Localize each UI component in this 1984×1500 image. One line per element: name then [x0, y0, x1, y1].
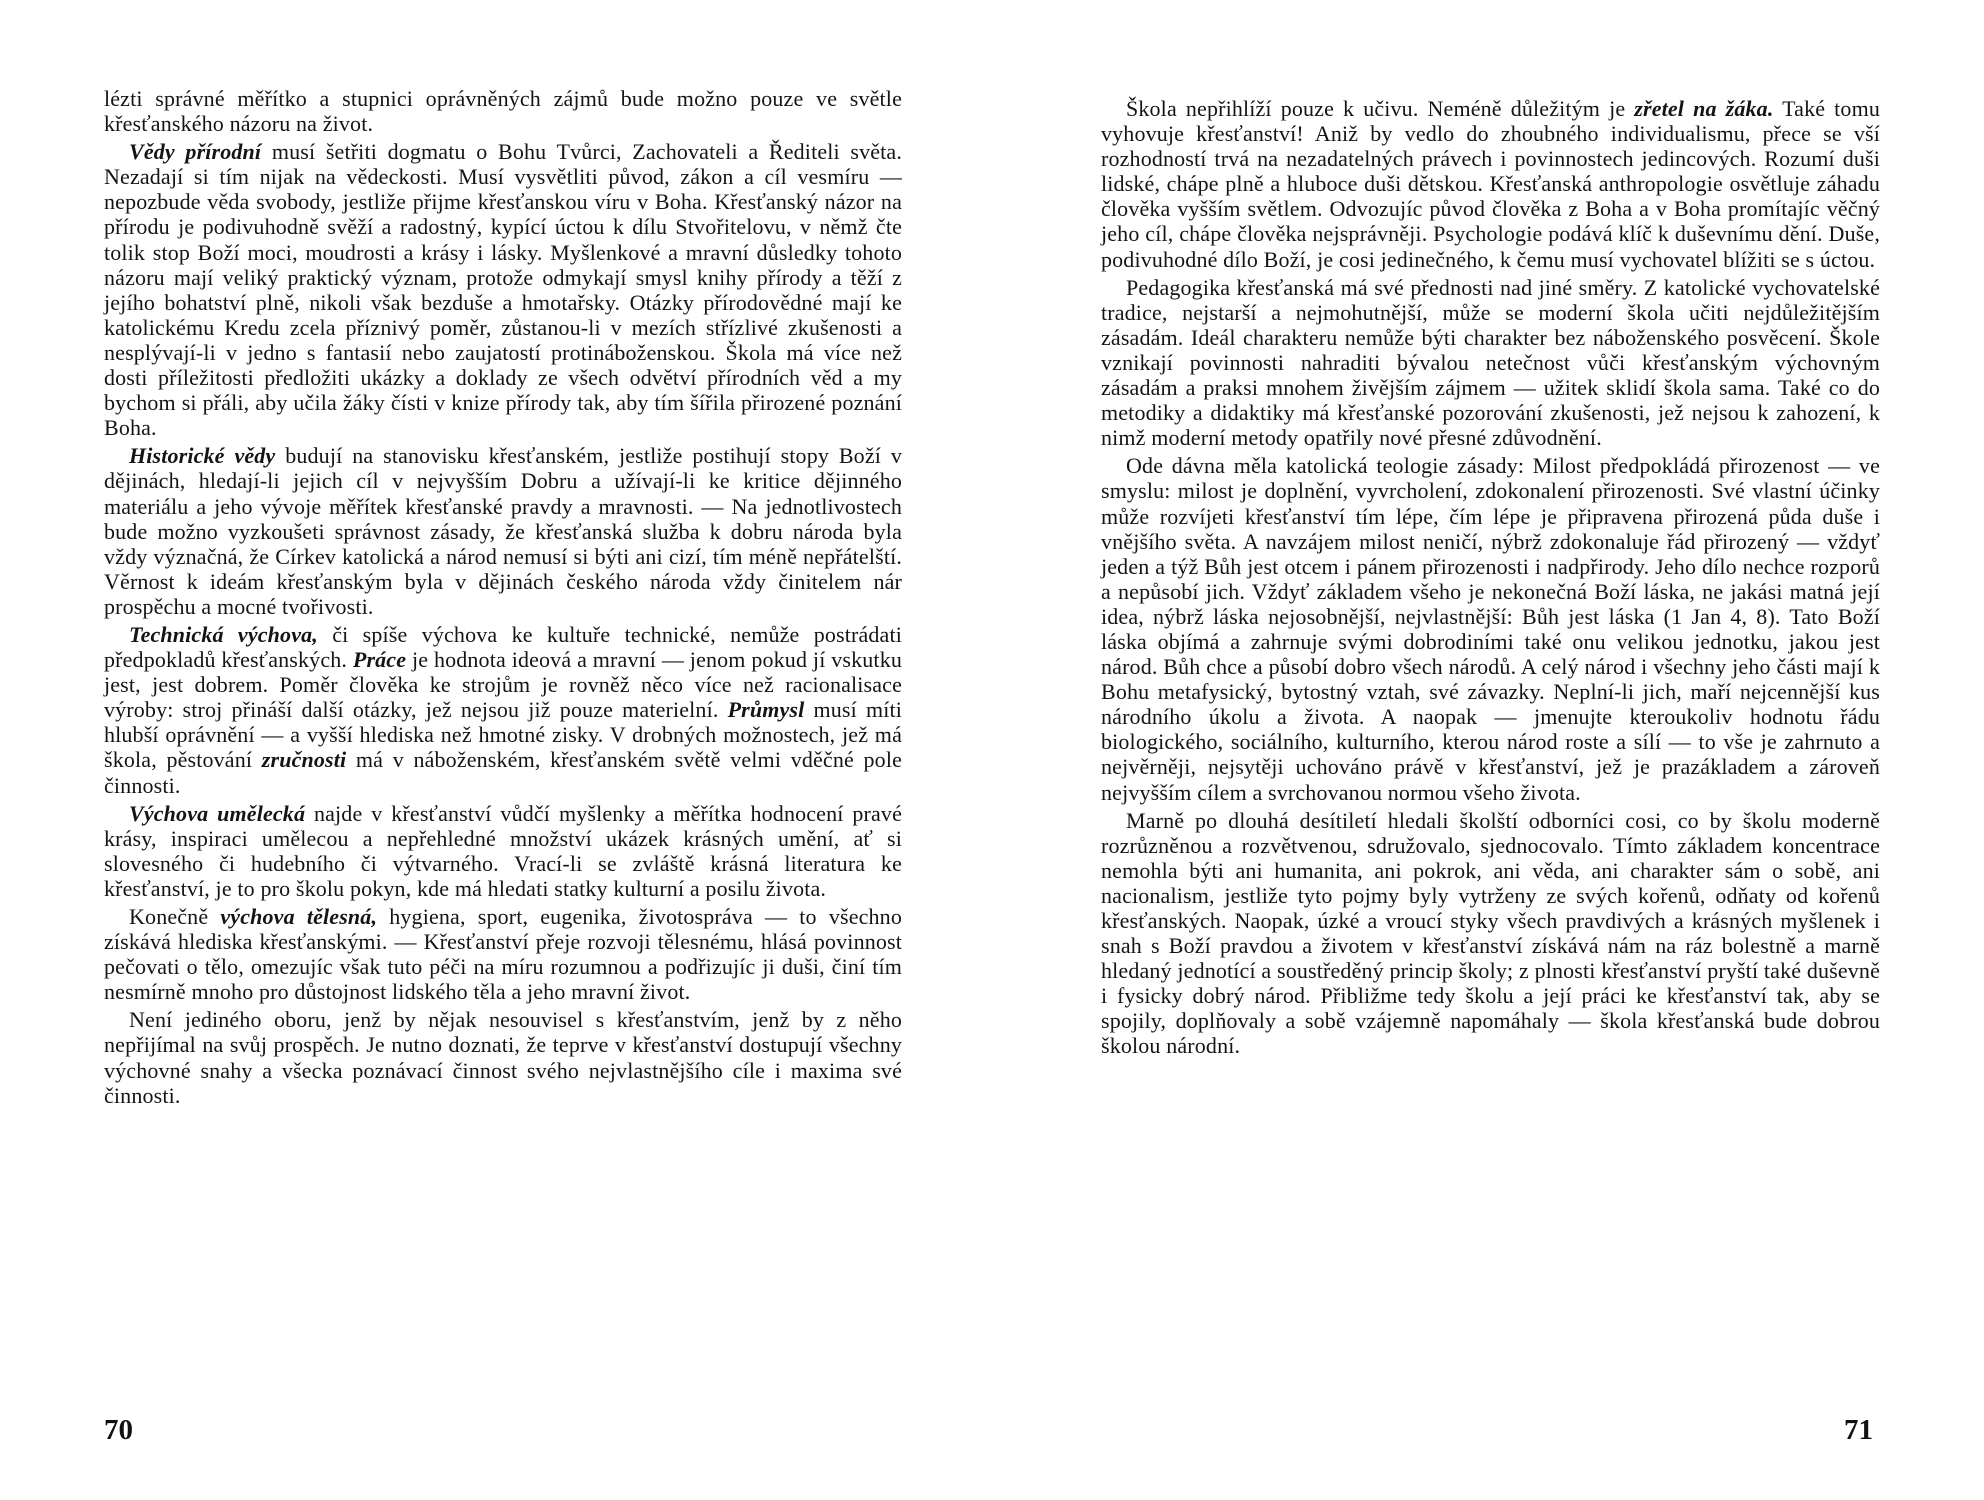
italic-term: výchova tělesná, [220, 904, 378, 929]
text-run: či spíše výchova ke kultuře technické, nemůže postrádati předpokladů křesťanských. [104, 621, 903, 673]
text-run: Konečně [129, 904, 221, 929]
paragraph [104, 1007, 902, 1107]
text-run: musí šetřiti dogmatu o Bohu Tvůrci, Zachovateli a Řediteli světa. Nezadají si tím nijak na vědeckosti. Musí vysvětliti původ, zákon a cíl vesmíru — nepozbude věda svobody, jestliže přijme křesťanskou víru v Boha. Křesťanský názor na přírodu je podivuhodně svěží a radostný, kypící úctou k dílu Stvořitelovu, v němž čte tolik stop Boží moci, moudrosti a krásy i lásky. Myšlenkové a mravní důsledky tohoto názoru mají veliký praktický význam, protože odmykají smysl knihy přírody a těží z jejího bohatství plně, nikoli však bezduše a hmotařsky. Otázky přírodovědné mají ke katolickému Kredu zcela příznivý poměr, zůstanou-li v mezích střízlivé zkušenosti a nesplývají-li v jedno s fantasií nebo zaujatostí protináboženskou. Škola má více než dosti příležitosti předložiti ukázky a doklady ze všech odvětví přírodních věd a my bychom si přáli, aby učila žáky čísti v knize přírody tak, aby tím šířila přirozené poznání Boha. [104, 139, 902, 441]
italic-term: Výchova umělecká [129, 800, 306, 826]
paragraph [104, 904, 902, 1004]
paragraph [1101, 96, 1880, 272]
text-run: musí míti hlubší oprávnění — a vyšší hlediska než hmotné zisky. V drobných možnostech, jež má škola, pěstování [104, 697, 902, 773]
text-run: má v náboženském, křesťanském světě velmi vděčné pole činnosti. [104, 747, 902, 798]
text-run: Pedagogika křesťanská má své přednosti nad jiné směry. Z katolické vychovatelské tradice, nejstarší a nejmohutnější, může se moderní škola učiti nejdůležitějším zásadám. Ideál charakteru nemůže býti charakter bez náboženského posvěcení. Škole vznikají povinnosti nahraditi bývalou netečnost vůči křesťanským výchovným zásadám a praksi mnohem živějším zájmem — užitek sklidí škola sama. Také co do metodiky a didaktiky má křesťanské pozorování zkušenosti, jež nejsou k zahození, k nimž moderní metody opatřily nové přesné zdůvodnění. [1101, 274, 1880, 451]
text-run: Marně po dlouhá desítiletí hledali školští odborníci cosi, co by školu moderně rozrůzněnou a rozvětvenou, sdružovalo, sjednocovalo. Tímto základem koncentrace nemohla býti ani humanita, ani pokrok, ani věda, ani charakter sám o sobě, ani nacionalism, jestliže tyto pojmy byly vytrženy ze svých kořenů, odňaty od kořenů křesťanských. Naopak, úzké a vroucí styky všech pravdivých a krásných myšlenek i snah s Boží pravdou a životem v křesťanství získává nám na ráz bolestně a marně hledaný jednotící a soustředěný princip školy; z plnosti křesťanství pryští také duševně i fysicky dobrý národ. Přibližme tedy školu a její práci ke křesťanství tak, aby se spojily, doplňovaly a sobě vzájemně napomáhaly — škola křesťanská bude dobrou školou národní. [1101, 807, 1880, 1059]
right-page [992, 0, 1984, 1500]
text-run: je hodnota ideová a mravní — jenom pokud jí vskutku jest, jest dobrem. Poměr člověka ke strojům je rovněž něco více než racionalisace výroby: stroj přináší další otázky, jež nejsou již pouze materielní. [104, 647, 902, 723]
text-run: najde v křesťanství vůdčí myšlenky a měřítka hodnocení pravé krásy, inspiraci umělecou a nepřehledné množství ukázek krásných umění, ať si slovesného či hudebního či výtvarného. Vrací-li se zvláště krásná literatura ke křesťanství, je to pro školu pokyn, kde má hledati statky kulturní a posilu života. [104, 800, 902, 901]
paragraph [1101, 275, 1880, 451]
italic-term: Práce [352, 647, 407, 673]
italic-term: zřetel na žáka. [1634, 96, 1774, 121]
right-page-text [1101, 96, 1880, 1062]
text-run: Ode dávna měla katolická teologie zásady: Milost předpokládá přirozenost — ve smyslu: milost je doplnění, vyvrcholení, zdokonalení přirozenosti. Své vlastní účinky může rozvíjeti křesťanství tím lépe, čím lépe je připravena přirozená půda duše i vnějšího světa. A navzájem milost neničí, nýbrž zdokonaluje řád přirozený — vždyť jeden a týž Bůh jest otcem i pánem přirozenosti i nadpřirody. Jeho dílo nechce rozporů a nepůsobí jich. Vždyť základem všeho je nekonečná Boží láska, ne jakási matná její idea, nýbrž láska nejosobnější, nejvlastnější: Bůh jest láska (1 Jan 4, 8). Tato Boží láska objímá a zahrnuje svými dobrodiními také onu velikou jednotku, jakou jest národ. Bůh chce a působí dobro všech národů. A celý národ i všechny jeho části mají k Bohu metafysický, bytostný vztah, své závazky. Neplní-li jich, maří nejcennější kus národního úkolu a života. A naopak — jmenujte kteroukoliv hodnotu řádu biologického, sociálního, kulturního, kterou národ roste a sílí — to vše je zahrnuto a nejvěrněji, nejsytěji uchováno právě v křesťanství, jež je prazákladem a zároveň nejvyšším cílem a svrchovanou normou všeho života. [1101, 453, 1880, 805]
paragraph [104, 86, 902, 136]
paragraph [104, 443, 902, 619]
italic-term: Historické vědy [129, 443, 276, 469]
text-run: lézti správné měřítko a stupnici oprávněných zájmů bude možno pouze ve světle křesťanského názoru na život. [104, 86, 902, 137]
text-run: budují na stanovisku křesťanském, jestliže postihují stopy Boží v dějinách, hledají-li jejich cíl v nejvyšším Dobru a užívají-li ke kritice dějinného materiálu a jeho vývoje měřítek křesťanské pravdy a mravnosti. — Na jednotlivostech bude možno vyzkoušeti správnost zásady, že křesťanská služba k dobru národa byla vždy význačná, že Církev katolická a národ nemusí si býti ani cizí, tím méně nepřátelští. Věrnost k ideám křesťanským byla v dějinách českého národa vždy činitelem nár prospěchu a mocné tvořivosti. [104, 443, 902, 619]
paragraph [104, 622, 902, 798]
paragraph [104, 139, 902, 440]
paragraph [1101, 453, 1880, 804]
text-run: Škola nepřihlíží pouze k učivu. Neméně důležitým je [1126, 96, 1635, 121]
text-run: Není jediného oboru, jenž by nějak nesouvisel s křesťanstvím, jenž by z něho nepřijímal na svůj prospěch. Je nutno doznati, že teprve v křesťanství dostupují všechny výchovné snahy a všecka poznávací činnost svého nejvlastnějšího cíle i maxima své činnosti. [104, 1007, 902, 1108]
italic-term: Technická výchova, [129, 621, 318, 647]
italic-term: Průmysl [727, 697, 805, 723]
text-run: hygiena, sport, eugenika, životospráva — to všechno získává hlediska křesťanskými. — Křesťanství přeje rozvoji tělesnému, hlásá povinnost pečovati o tělo, omezujíc však tuto péči na míru rozumnou a podřizujíc ji duši, činí tím nesmírně mnoho pro důstojnost lidského těla a jeho mravní život. [104, 904, 902, 1005]
page-number-right: 71 [1844, 1414, 1873, 1446]
italic-term: Vědy přírodní [129, 139, 262, 165]
left-page-text [104, 86, 902, 1111]
italic-term: zručnosti [261, 747, 347, 773]
page-number-left: 70 [104, 1414, 133, 1446]
paragraph [104, 801, 902, 901]
paragraph [1101, 808, 1880, 1059]
text-run: Také tomu vyhovuje křesťanství! Aniž by vedlo do zhoubného individualismu, přece se vší rozhodností trvá na nezadatelných právech i povinnostech jedincových. Rozumí duši lidské, chápe plně a hluboce duši dětskou. Křesťanská anthropologie osvětluje záhadu člověka vyšším světlem. Odvozujíc původ člověka z Boha a v Boha promítajíc věčný jeho cíl, chápe člověka nejsprávněji. Psychologie podává klíč k duševnímu dění. Duše, podivuhodné dílo Boží, je cosi jedinečného, k čemu musí vychovatel blížiti se s úctou. [1101, 96, 1880, 272]
